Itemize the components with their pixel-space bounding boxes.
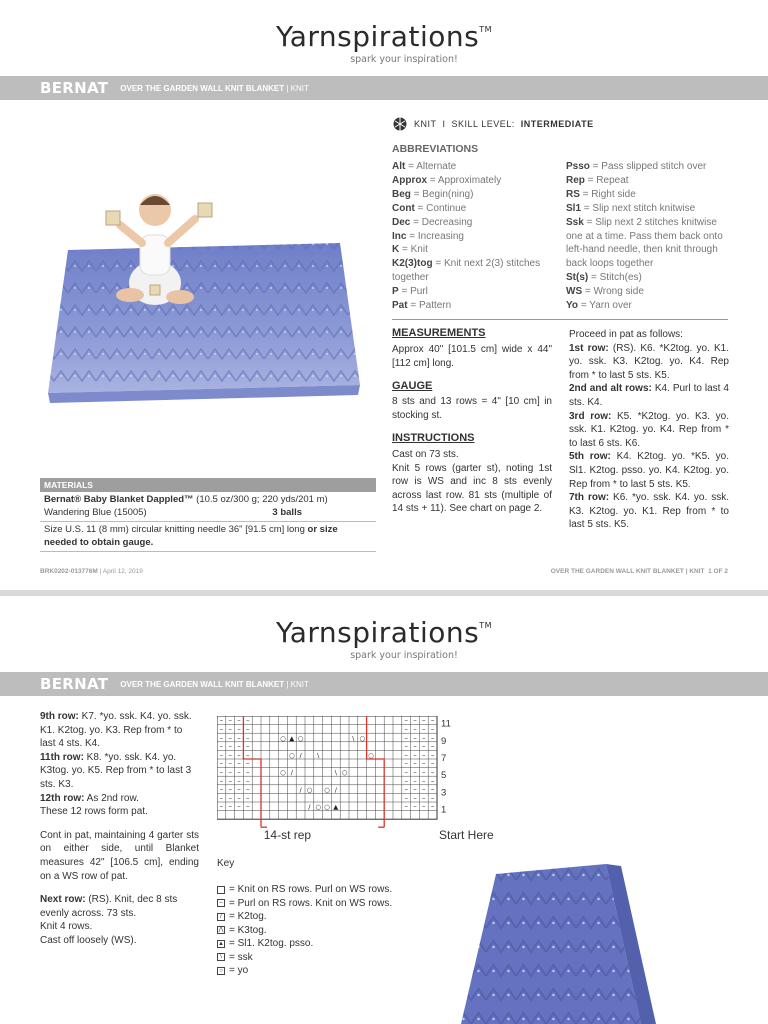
svg-text:–: – (228, 776, 232, 785)
row-number: 11 (441, 718, 451, 730)
svg-text:–: – (413, 733, 417, 742)
materials-needle: Size U.S. 11 (8 mm) circular knitting needle 36" [91.5 cm] long or size needed to obtain gauge. (40, 522, 376, 552)
page-footer: BRK0202-013776M | April 12, 2019 OVER THE GARDEN WALL KNIT BLANKET | KNIT 1 OF 2 (40, 568, 728, 575)
svg-text:–: – (246, 716, 250, 725)
svg-text:–: – (430, 733, 435, 742)
yarn-ball-icon (392, 116, 408, 132)
pattern-row: 3rd row: K5. *K2tog. yo. K3. yo. ssk. K1. K2tog. yo. K4. Rep from * to last 6 sts. K6. (569, 410, 729, 449)
abbreviations-right (566, 160, 732, 313)
svg-text:\: \ (352, 734, 355, 743)
svg-text:–: – (430, 716, 435, 725)
row-number: 9 (441, 735, 447, 747)
abbr-item: P = Purl (392, 286, 428, 298)
svg-text:–: – (413, 751, 417, 759)
svg-text:–: – (430, 725, 435, 734)
stitch-chart (217, 716, 507, 849)
svg-text:–: – (246, 751, 250, 759)
row-number: 5 (441, 770, 447, 782)
yarnspirations-logo[interactable]: Yarnspirations™ spark your inspiration! (275, 20, 492, 65)
svg-text:–: – (219, 716, 224, 725)
skill-level: KNIT I SKILL LEVEL: INTERMEDIATE (392, 116, 594, 132)
knit-box-icon (217, 886, 225, 894)
svg-text:–: – (413, 725, 417, 734)
key-item: = Knit on RS rows. Purl on WS rows. (217, 883, 392, 897)
svg-text:○: ○ (315, 803, 322, 812)
pattern-row: 1st row: (RS). K6. *K2tog. yo. K1. yo. ssk. K3. K2tog. yo. K4. Rep from * to last 5 sts. K5. (569, 342, 729, 381)
svg-text:–: – (430, 776, 435, 785)
k2tog-box-icon: / (217, 913, 225, 921)
abbr-item: RS = Right side (566, 188, 636, 200)
materials-box (40, 478, 376, 552)
svg-text:–: – (430, 768, 435, 777)
svg-text:/: / (299, 785, 302, 794)
svg-text:–: – (237, 768, 241, 777)
svg-text:–: – (246, 776, 250, 785)
svg-text:–: – (422, 716, 426, 725)
svg-text:○: ○ (280, 734, 286, 743)
svg-text:–: – (422, 776, 426, 785)
row-number: 3 (441, 787, 447, 799)
svg-text:○: ○ (341, 768, 348, 777)
abbr-item: Pat = Pattern (392, 300, 452, 312)
svg-text:–: – (246, 759, 250, 768)
key-item: – = Purl on RS rows. Knit on WS rows. (217, 897, 392, 911)
pattern-row: 9th row: K7. *yo. ssk. K4. yo. ssk. K1. K2tog. yo. K3. Rep from * to last 4 sts. K4. (40, 711, 192, 750)
svg-text:–: – (404, 785, 408, 794)
svg-text:–: – (430, 802, 435, 811)
svg-text:–: – (413, 716, 417, 725)
gauge-heading: GAUGE (392, 380, 433, 392)
svg-text:–: – (413, 794, 417, 802)
svg-text:○: ○ (306, 785, 313, 794)
abbr-item: Yo = Yarn over (566, 300, 632, 312)
abbr-item: Inc = Increasing (392, 230, 464, 242)
svg-text:○: ○ (280, 768, 286, 777)
bernat-logo: BERNAT (40, 79, 109, 97)
svg-text:–: – (228, 768, 232, 777)
svg-text:–: – (237, 794, 241, 802)
svg-text:–: – (422, 751, 426, 759)
svg-text:–: – (404, 733, 408, 742)
measurements-heading: MEASUREMENTS (392, 327, 486, 339)
svg-text:–: – (228, 794, 232, 802)
svg-text:/: / (334, 785, 337, 794)
svg-text:–: – (228, 802, 232, 811)
blanket-photo (40, 125, 375, 440)
svg-text:–: – (228, 716, 232, 725)
instructions-text: Cast on 73 sts. Knit 5 rows (garter st), noting 1st row is WS and inc 8 sts evenly across last row. 81 sts (multiple of 14 sts + 11). See chart on page 2. (392, 449, 552, 514)
svg-text:–: – (422, 794, 426, 802)
svg-text:–: – (404, 776, 408, 785)
svg-text:–: – (404, 802, 408, 811)
svg-text:–: – (413, 785, 417, 794)
svg-text:\: \ (317, 751, 320, 760)
pattern-row: 5th row: K4. K2tog. yo. *K5. yo. Sl1. K2tog. psso. yo. K4. K2tog. yo. Rep from * to last 5 sts. K5. (569, 451, 729, 490)
svg-text:–: – (422, 768, 426, 777)
svg-text:–: – (237, 759, 241, 768)
svg-text:–: – (219, 802, 224, 811)
pattern-rows-continued: 9th row: K7. *yo. ssk. K4. yo. ssk. K1. K2tog. yo. K3. Rep from * to last 4 sts. K4. 11th row: K8. *yo. ssk. K4. yo. K3tog. yo. K5. Rep from * to last 3 sts. K3. 12th row: As 2nd row. These 12 rows form pat. Cont in pat, maintaining 4 garter sts on either side, until Blanket measures 42" [106.5 cm], ending on a WS row of pat. Next row: (RS). Knit, dec 8 sts evenly across. 73 sts. Knit 4 rows. Cast off loosely (WS). (40, 711, 199, 946)
svg-text:–: – (413, 776, 417, 785)
divider (392, 319, 728, 320)
key-item: ▲ = Sl1. K2tog. psso. (218, 938, 314, 950)
svg-text:–: – (237, 716, 241, 725)
key-item: ○ = yo (217, 964, 392, 978)
pattern-title-bar: BERNAT OVER THE GARDEN WALL KNIT BLANKET | KNIT (0, 672, 768, 696)
svg-text:–: – (422, 733, 426, 742)
svg-text:–: – (422, 742, 426, 751)
svg-text:–: – (413, 768, 417, 777)
svg-text:–: – (237, 751, 241, 759)
key-item: ⋀ = K3tog. (218, 924, 267, 936)
pattern-row: 12th row: As 2nd row. (40, 792, 139, 804)
abbr-item: Rep = Repeat (566, 174, 629, 186)
svg-text:–: – (228, 759, 232, 768)
sl1k2togpsso-box-icon: ▲ (218, 940, 224, 947)
svg-text:–: – (237, 725, 241, 734)
chart-key: Key = Knit on RS rows. Purl on WS rows. – = Purl on RS rows. Knit on WS rows. / = K2tog. ⋀ = K3tog. ▲ = Sl1. K2tog. psso. \ = ssk ○ = yo (217, 858, 393, 977)
pattern-row: 11th row: K8. *yo. ssk. K4. yo. K3tog. yo. K5. Rep from * to last 3 sts. K3. (40, 751, 192, 790)
key-item: \ = ssk (217, 951, 392, 965)
abbreviations-left (392, 160, 558, 313)
svg-text:–: – (237, 733, 241, 742)
svg-text:/: / (290, 768, 293, 777)
row-number: 1 (441, 804, 447, 816)
svg-text:\: \ (334, 768, 337, 777)
page-2 (0, 596, 768, 1024)
k3tog-box-icon: ⋀ (218, 927, 224, 934)
svg-text:–: – (430, 751, 435, 759)
svg-text:–: – (246, 794, 250, 802)
svg-text:○: ○ (324, 803, 330, 812)
svg-text:–: – (430, 785, 435, 794)
svg-text:–: – (246, 768, 250, 777)
svg-text:/: / (308, 803, 311, 812)
svg-text:–: – (237, 802, 241, 811)
measurements-text: Approx 40" [101.5 cm] wide x 44" [112 cm] long. (392, 344, 552, 369)
svg-text:/: / (299, 751, 302, 760)
svg-text:▲: ▲ (333, 803, 339, 812)
svg-text:○: ○ (359, 734, 366, 743)
svg-text:–: – (228, 742, 232, 751)
svg-text:▲: ▲ (289, 734, 295, 743)
repeat-label: 14-st rep (263, 828, 312, 843)
abbr-item: St(s) = Stitch(es) (566, 272, 642, 284)
start-here-label: Start Here (439, 828, 494, 843)
instructions-heading: INSTRUCTIONS (392, 432, 475, 444)
svg-text:–: – (422, 725, 426, 734)
svg-text:–: – (219, 733, 224, 742)
svg-text:–: – (237, 776, 241, 785)
pattern-rows: Proceed in pat as follows: 1st row: (RS). K6. *K2tog. yo. K1. yo. ssk. K3. K2tog. yo. K4. Rep from * to last 5 sts. K5. 2nd and alt rows: K4. Purl to last 4 sts. K4. 3rd row: K5. *K2tog. yo. K3. yo. ssk. K1. K2tog. yo. K4. Rep from * to last 6 sts. K6. 5th row: K4. K2tog. yo. *K5. yo. Sl1. K2tog. psso. yo. K4. K2tog. yo. Rep from * to last 5 sts. K5. 7th row: K6. *yo. ssk. K4. yo. ssk. K3. K2tog. yo. K1. Rep from * to last 5 sts. K5. (569, 329, 729, 531)
svg-text:○: ○ (288, 751, 295, 760)
pattern-type: KNIT (290, 83, 309, 93)
abbr-item: Dec = Decreasing (392, 216, 473, 228)
svg-text:–: – (430, 794, 435, 802)
abbr-item: Psso = Pass slipped stitch over (566, 161, 707, 172)
svg-text:–: – (404, 768, 408, 777)
svg-text:–: – (246, 785, 250, 794)
svg-text:–: – (422, 759, 426, 768)
materials-heading: MATERIALS (40, 478, 376, 492)
svg-text:–: – (228, 733, 232, 742)
svg-text:–: – (246, 802, 250, 811)
svg-text:–: – (404, 742, 408, 751)
yo-box-icon: ○ (217, 967, 225, 975)
svg-text:–: – (404, 751, 408, 759)
svg-text:–: – (219, 742, 224, 751)
purl-box-icon: – (217, 899, 225, 907)
svg-text:–: – (219, 759, 224, 768)
abbreviations-heading: ABBREVIATIONS (392, 143, 479, 155)
svg-text:–: – (246, 725, 250, 734)
svg-text:–: – (219, 794, 224, 802)
row-number: 7 (441, 753, 447, 764)
abbr-item: Sl1 = Slip next stitch knitwise (566, 202, 696, 214)
pattern-row: 2nd and alt rows: K4. Purl to last 4 sts. K4. (569, 383, 729, 408)
ssk-box-icon: \ (217, 953, 225, 961)
abbr-item: Beg = Begin(ning) (392, 188, 474, 200)
svg-text:–: – (404, 716, 408, 725)
abbr-item: Ssk = Slip next 2 stitches knitwise one at a time. Pass them back onto left-hand needle, then knit through back loops together (566, 216, 723, 270)
materials-yarn: Bernat® Baby Blanket Dappled™ (10.5 oz/300 g; 220 yds/201 m) Wandering Blue (15005) 3 balls (40, 492, 376, 522)
abbr-item: Cont = Continue (392, 202, 467, 214)
svg-text:–: – (430, 759, 435, 768)
pattern-title: OVER THE GARDEN WALL KNIT BLANKET (120, 83, 285, 93)
abbr-item: WS = Wrong side (566, 286, 644, 298)
pattern-title-bar: BERNAT OVER THE GARDEN WALL KNIT BLANKET | KNIT (0, 76, 768, 100)
svg-text:–: – (228, 751, 232, 759)
svg-text:–: – (219, 768, 224, 777)
svg-text:–: – (413, 802, 417, 811)
yarnspirations-logo[interactable]: Yarnspirations™ spark your inspiration! (275, 616, 492, 661)
blanket-detail-photo (456, 864, 768, 1024)
pattern-row: 7th row: K6. *yo. ssk. K4. yo. ssk. K3. K2tog. yo. K1. Rep from * to last 5 sts. K5. (569, 492, 729, 531)
abbr-item: K2(3)tog = Knit next 2(3) stitches together (392, 258, 541, 284)
svg-text:–: – (219, 776, 224, 785)
svg-text:–: – (228, 785, 232, 794)
svg-text:–: – (237, 785, 241, 794)
svg-text:–: – (413, 742, 417, 751)
svg-text:–: – (430, 742, 435, 751)
svg-text:–: – (228, 725, 232, 734)
abbr-item: Approx = Approximately (392, 174, 502, 186)
svg-text:–: – (219, 785, 224, 794)
abbr-item: K = Knit (392, 244, 428, 256)
svg-text:–: – (404, 725, 408, 734)
svg-text:–: – (404, 759, 408, 768)
svg-text:–: – (413, 759, 417, 768)
svg-text:–: – (422, 785, 426, 794)
key-item: / = K2tog. (217, 910, 392, 924)
svg-text:–: – (246, 742, 250, 751)
abbr-item: Alt = Alternate (392, 161, 457, 172)
svg-text:○: ○ (368, 751, 374, 760)
svg-text:–: – (404, 794, 408, 802)
svg-text:–: – (246, 733, 250, 742)
svg-text:–: – (237, 742, 241, 751)
svg-text:–: – (219, 725, 224, 734)
svg-text:–: – (422, 802, 426, 811)
svg-text:○: ○ (324, 785, 330, 794)
svg-text:○: ○ (297, 734, 304, 743)
svg-text:–: – (219, 751, 224, 759)
gauge-text: 8 sts and 13 rows = 4" [10 cm] in stocking st. (392, 396, 552, 421)
